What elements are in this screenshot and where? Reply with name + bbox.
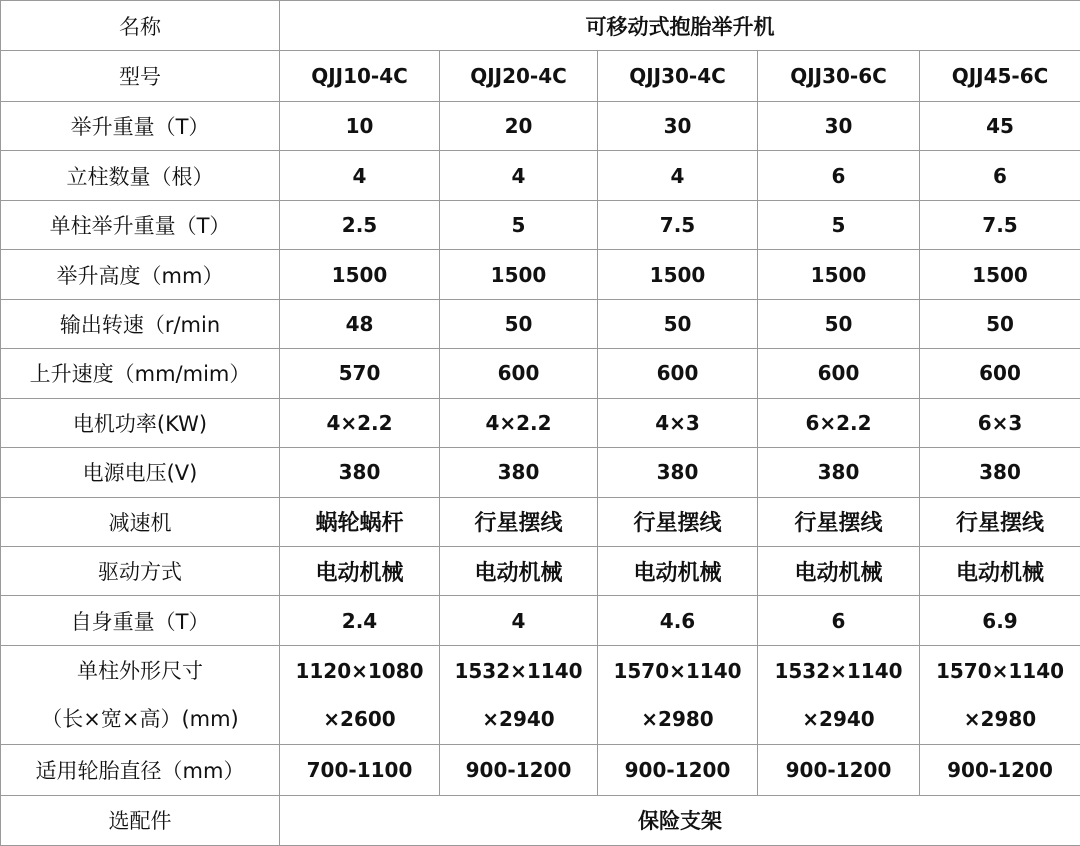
dimension-line: ×2600 [323,707,396,732]
table-cell: 50 [440,299,598,348]
table-row [1,299,1080,348]
table-cell: 6 [920,151,1080,200]
dimension-cell [920,646,1080,745]
table-cell: 电动机械 [280,547,440,596]
row-label: 驱动方式 [1,547,280,596]
row-label: 举升重量（T） [1,101,280,150]
table-row [1,200,1080,249]
dimension-line: ×2940 [482,707,555,732]
table-cell: 6×3 [920,398,1080,447]
table-cell: 700-1100 [280,745,440,795]
product-title: 可移动式抱胎举升机 [280,1,1080,51]
dimension-cell [758,646,920,745]
row-label: 单柱举升重量（T） [1,200,280,249]
table-cell: 380 [920,448,1080,497]
row-label: 电机功率(KW) [1,398,280,447]
table-cell: 6 [758,151,920,200]
table-cell: 30 [758,101,920,150]
table-cell: 10 [280,101,440,150]
dimensions-row [1,646,1080,745]
dimension-cell [598,646,758,745]
table-cell: 380 [280,448,440,497]
options-value: 保险支架 [280,795,1080,846]
options-row [1,795,1080,846]
row-label-line: （长×宽×高）(mm) [41,707,239,732]
dimension-line: 1570×1140 [935,659,1065,684]
row-label: 适用轮胎直径（mm） [1,745,280,795]
table-cell: 6 [758,596,920,646]
table-cell: 1500 [440,250,598,299]
row-label: 型号 [1,51,280,101]
row-label [1,646,280,745]
table-cell: 900-1200 [920,745,1080,795]
table-cell: 5 [758,200,920,249]
dimension-line: 1120×1080 [295,659,424,684]
table-cell: 行星摆线 [758,497,920,546]
table-cell: 6.9 [920,596,1080,646]
table-row [1,497,1080,546]
dimension-line: ×2980 [963,707,1037,732]
model-cell: QJJ10-4C [280,51,440,101]
table-row [1,398,1080,447]
table-cell: 900-1200 [598,745,758,795]
title-row [1,1,1080,51]
table-cell: 4×2.2 [440,398,598,447]
table-cell: 4 [280,151,440,200]
name-label: 名称 [1,1,280,51]
table-cell: 600 [758,349,920,398]
row-label: 上升速度（mm/mim） [1,349,280,398]
table-row [1,448,1080,497]
table-cell: 4×2.2 [280,398,440,447]
table-cell: 50 [920,299,1080,348]
table-cell: 1500 [598,250,758,299]
dimension-line: ×2940 [802,707,875,732]
table-cell: 蜗轮蜗杆 [280,497,440,546]
table-cell: 380 [598,448,758,497]
table-cell: 电动机械 [598,547,758,596]
table-cell: 4 [440,596,598,646]
table-cell: 1500 [758,250,920,299]
table-cell: 行星摆线 [440,497,598,546]
table-row [1,596,1080,646]
model-cell: QJJ45-6C [920,51,1080,101]
dimension-cell [280,646,440,745]
row-label: 电源电压(V) [1,448,280,497]
dimension-line: 1570×1140 [613,659,742,684]
table-cell: 6×2.2 [758,398,920,447]
table-cell: 4 [598,151,758,200]
table-cell: 1500 [280,250,440,299]
table-cell: 48 [280,299,440,348]
dimension-line: ×2980 [641,707,714,732]
table-cell: 600 [598,349,758,398]
table-cell: 电动机械 [758,547,920,596]
table-row [1,250,1080,299]
table-cell: 4.6 [598,596,758,646]
table-cell: 900-1200 [758,745,920,795]
table-cell: 600 [920,349,1080,398]
table-cell: 电动机械 [920,547,1080,596]
table-cell: 50 [758,299,920,348]
table-cell: 380 [440,448,598,497]
table-cell: 7.5 [598,200,758,249]
row-label: 输出转速（r/min [1,299,280,348]
dimension-line: 1532×1140 [774,659,903,684]
table-cell: 行星摆线 [598,497,758,546]
table-row [1,349,1080,398]
table-cell: 4 [440,151,598,200]
table-cell: 2.4 [280,596,440,646]
row-label: 选配件 [1,795,280,846]
table-cell: 7.5 [920,200,1080,249]
dimension-cell [440,646,598,745]
table-cell: 1500 [920,250,1080,299]
row-label: 立柱数量（根） [1,151,280,200]
table-row [1,151,1080,200]
table-cell: 电动机械 [440,547,598,596]
tire-row [1,745,1080,795]
row-label: 自身重量（T） [1,596,280,646]
table-cell: 900-1200 [440,745,598,795]
table-cell: 600 [440,349,598,398]
table-cell: 30 [598,101,758,150]
table-cell: 570 [280,349,440,398]
row-label: 举升高度（mm） [1,250,280,299]
table-cell: 380 [758,448,920,497]
table-cell: 5 [440,200,598,249]
row-label: 减速机 [1,497,280,546]
model-cell: QJJ30-4C [598,51,758,101]
row-label-line: 单柱外形尺寸 [77,659,203,684]
dimension-line: 1532×1140 [454,659,583,684]
model-cell: QJJ20-4C [440,51,598,101]
table-cell: 50 [598,299,758,348]
table-cell: 45 [920,101,1080,150]
table-cell: 行星摆线 [920,497,1080,546]
table-row [1,547,1080,596]
model-row [1,51,1080,101]
table-row [1,101,1080,150]
table-cell: 4×3 [598,398,758,447]
table-cell: 20 [440,101,598,150]
table-cell: 2.5 [280,200,440,249]
model-cell: QJJ30-6C [758,51,920,101]
